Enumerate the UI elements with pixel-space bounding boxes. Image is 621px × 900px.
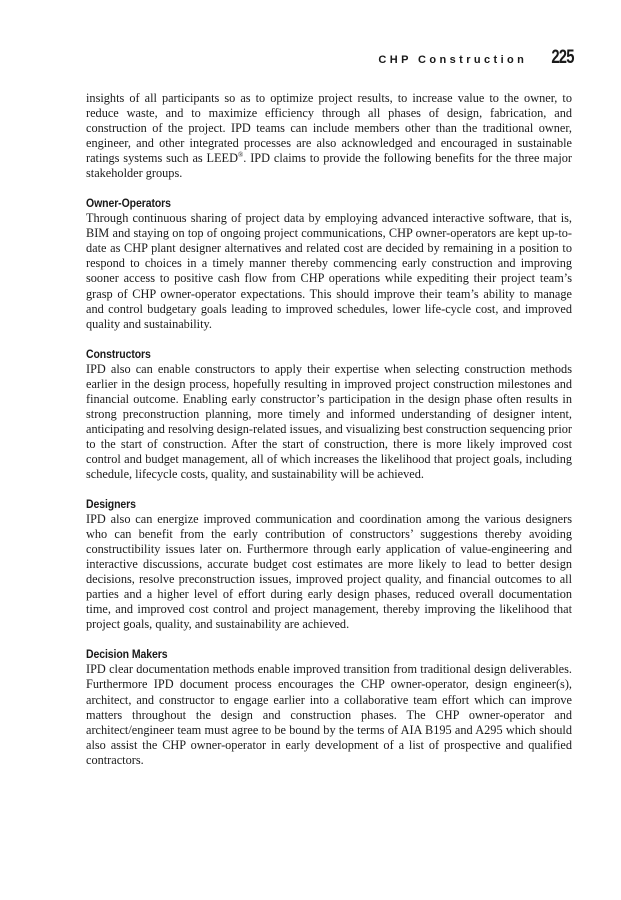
section-body-owner-operators: Through continuous sharing of project data by employing advanced interactive software, that is, BIM and staying on top of ongoing project communications, CHP owner-operators are kept up-to-date as CHP plant designer alternatives and related cost are decided by remaining in a position to respond to choices in a timely manner thereby commencing early construction and improving sooner access to positive cash flow from CHP operations while expediting their project team’s grasp of CHP owner-operator expectations. This should improve their team’s ability to manage and control budgetary goals leading to improved schedules, lower life-cycle cost, and improved quality and sustainability. (86, 211, 572, 331)
section-body-constructors: IPD also can enable constructors to apply their expertise when selecting construction methods earlier in the design process, hopefully resulting in improved project construction milestones and financial outcome. Enabling early constructor’s participation in the design phase often results in strong preconstruction planning, more timely and informed understanding of designer intent, anticipating and resolving design-related issues, and visualizing best construction sequencing prior to the start of construction. After the start of construction, there is more likely improved cost control and budget management, all of which increases the likelihood that project goals, including schedule, lifecycle costs, quality, and sustainability will be achieved. (86, 361, 572, 481)
section-heading-designers: Designers (86, 497, 136, 512)
registered-mark: ® (237, 151, 244, 160)
page-number: 225 (551, 47, 574, 68)
section-heading-constructors: Constructors (86, 346, 151, 361)
section-heading-owner-operators: Owner-Operators (86, 196, 171, 211)
running-title: CHP Construction (378, 54, 528, 66)
running-head (378, 47, 574, 69)
intro-text-start: insights of all participants so as to optimize project results, to increase value to the owner, to reduce waste, and to maximize efficiency through all phases of design, fabrication, and construction of the project. IPD teams can include members other than the traditional owner, engineer, and other integrated processes are also acknowledged and encouraged in sustainable ratings systems such as LEED (86, 91, 572, 166)
intro-paragraph (86, 91, 572, 181)
section-heading-decision-makers: Decision Makers (86, 647, 168, 662)
intro-text-end: . IPD claims to provide the following benefits for the three major stakeholder groups. (86, 151, 572, 181)
section-body-decision-makers: IPD clear documentation methods enable improved transition from traditional design deliverables. Furthermore IPD document process encourages the CHP owner-operator, design engineer(s), architect, and constructor to engage earlier into a collaborative team effort which can improve matters throughout the design and construction phases. The CHP owner-operator and architect/engineer team must agree to be bound by the terms of AIA B195 and A295 which should also assist the CHP owner-operator in early development of a list of prospective and qualified contractors. (86, 662, 572, 767)
section-body-designers: IPD also can energize improved communication and coordination among the various designers who can benefit from the early contribution of constructors’ suggestions thereby avoiding constructibility issues later on. Furthermore through early application of value-engineering and interactive discussions, accurate budget cost estimates are more likely to lead to better design decisions, resolve preconstruction issues, improved project quality, and financial outcomes to all parties and a higher level of effort during early design phases, reduced overall documentation time, and improved cost control and project management, thereby improving the likelihood that project goals, quality, and sustainability are achieved. (86, 512, 572, 632)
page-body (86, 91, 572, 768)
